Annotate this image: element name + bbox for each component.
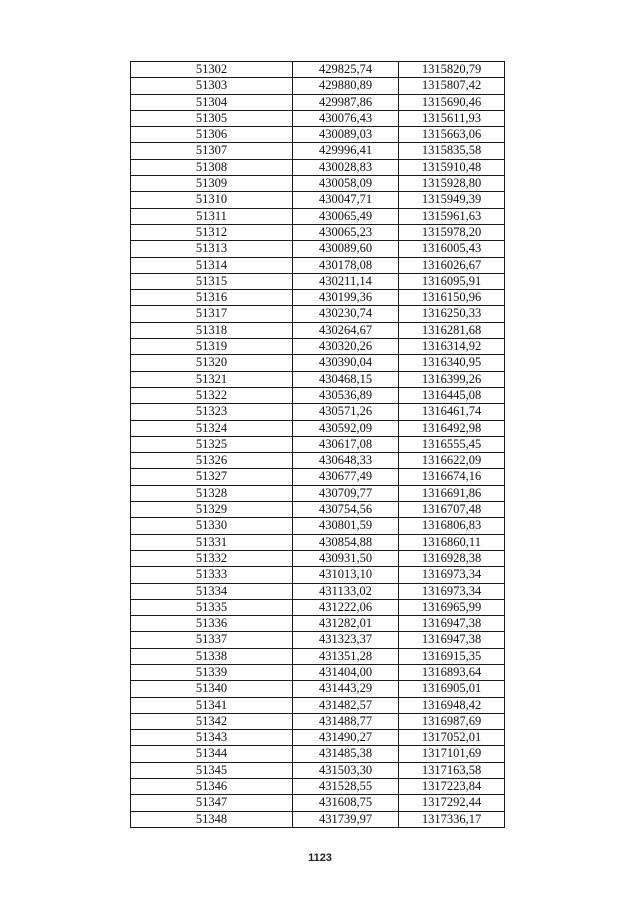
table-row [131,192,505,208]
table-row [131,632,505,648]
y-coordinate-cell: 1316806,83 [399,518,505,534]
x-coordinate-cell: 430178,08 [293,257,399,273]
table-row [131,241,505,257]
y-coordinate-cell: 1317336,17 [399,811,505,827]
x-coordinate-cell: 430065,23 [293,224,399,240]
page-number: 1123 [308,852,332,864]
x-coordinate-cell: 430931,50 [293,550,399,566]
point-number-cell: 51348 [131,811,293,827]
y-coordinate-cell: 1315663,06 [399,127,505,143]
x-coordinate-cell: 430264,67 [293,322,399,338]
table-row [131,648,505,664]
table-row [131,518,505,534]
y-coordinate-cell: 1315928,80 [399,176,505,192]
table-row [131,322,505,338]
table-row [131,371,505,387]
y-coordinate-cell: 1316281,68 [399,322,505,338]
y-coordinate-cell: 1316005,43 [399,241,505,257]
point-number-cell: 51308 [131,159,293,175]
y-coordinate-cell: 1315820,79 [399,62,505,78]
x-coordinate-cell: 430854,88 [293,534,399,550]
point-number-cell: 51340 [131,681,293,697]
table-row [131,502,505,518]
y-coordinate-cell: 1316399,26 [399,371,505,387]
table-row [131,404,505,420]
x-coordinate-cell: 430089,60 [293,241,399,257]
table-row [131,110,505,126]
point-number-cell: 51315 [131,273,293,289]
y-coordinate-cell: 1315690,46 [399,94,505,110]
table-row [131,599,505,615]
point-number-cell: 51345 [131,762,293,778]
y-coordinate-cell: 1316445,08 [399,387,505,403]
point-number-cell: 51323 [131,404,293,420]
y-coordinate-cell: 1316947,38 [399,632,505,648]
point-number-cell: 51331 [131,534,293,550]
point-number-cell: 51334 [131,583,293,599]
x-coordinate-cell: 430028,83 [293,159,399,175]
table-row [131,420,505,436]
table-row [131,176,505,192]
point-number-cell: 51302 [131,62,293,78]
point-number-cell: 51342 [131,713,293,729]
x-coordinate-cell: 431739,97 [293,811,399,827]
y-coordinate-cell: 1316915,35 [399,648,505,664]
x-coordinate-cell: 430617,08 [293,436,399,452]
table-row [131,616,505,632]
y-coordinate-cell: 1316492,98 [399,420,505,436]
table-row [131,62,505,78]
point-number-cell: 51312 [131,224,293,240]
y-coordinate-cell: 1316555,45 [399,436,505,452]
table-row [131,339,505,355]
y-coordinate-cell: 1315910,48 [399,159,505,175]
y-coordinate-cell: 1317292,44 [399,795,505,811]
point-number-cell: 51318 [131,322,293,338]
x-coordinate-cell: 430648,33 [293,453,399,469]
coordinates-table [130,61,505,828]
x-coordinate-cell: 431503,30 [293,762,399,778]
table-row [131,697,505,713]
point-number-cell: 51337 [131,632,293,648]
point-number-cell: 51333 [131,567,293,583]
point-number-cell: 51341 [131,697,293,713]
x-coordinate-cell: 430076,43 [293,110,399,126]
y-coordinate-cell: 1316026,67 [399,257,505,273]
y-coordinate-cell: 1316314,92 [399,339,505,355]
y-coordinate-cell: 1316150,96 [399,290,505,306]
table-row [131,485,505,501]
y-coordinate-cell: 1317052,01 [399,730,505,746]
table-row [131,94,505,110]
table-row [131,811,505,827]
table-row [131,78,505,94]
x-coordinate-cell: 430801,59 [293,518,399,534]
x-coordinate-cell: 431608,75 [293,795,399,811]
point-number-cell: 51326 [131,453,293,469]
table-row [131,306,505,322]
y-coordinate-cell: 1316965,99 [399,599,505,615]
x-coordinate-cell: 430058,09 [293,176,399,192]
table-row [131,453,505,469]
point-number-cell: 51330 [131,518,293,534]
point-number-cell: 51338 [131,648,293,664]
point-number-cell: 51332 [131,550,293,566]
point-number-cell: 51336 [131,616,293,632]
table-row [131,795,505,811]
y-coordinate-cell: 1315835,58 [399,143,505,159]
point-number-cell: 51304 [131,94,293,110]
table-row [131,550,505,566]
table-row [131,583,505,599]
table-row [131,469,505,485]
x-coordinate-cell: 431013,10 [293,567,399,583]
point-number-cell: 51339 [131,664,293,680]
x-coordinate-cell: 431133,02 [293,583,399,599]
y-coordinate-cell: 1316947,38 [399,616,505,632]
y-coordinate-cell: 1317223,84 [399,779,505,795]
y-coordinate-cell: 1315807,42 [399,78,505,94]
x-coordinate-cell: 430592,09 [293,420,399,436]
point-number-cell: 51311 [131,208,293,224]
y-coordinate-cell: 1316674,16 [399,469,505,485]
x-coordinate-cell: 430536,89 [293,387,399,403]
point-number-cell: 51307 [131,143,293,159]
point-number-cell: 51317 [131,306,293,322]
point-number-cell: 51346 [131,779,293,795]
y-coordinate-cell: 1316973,34 [399,583,505,599]
table-row [131,143,505,159]
y-coordinate-cell: 1316250,33 [399,306,505,322]
y-coordinate-cell: 1316622,09 [399,453,505,469]
y-coordinate-cell: 1315978,20 [399,224,505,240]
coordinates-table-body [131,62,505,828]
y-coordinate-cell: 1316928,38 [399,550,505,566]
y-coordinate-cell: 1316340,95 [399,355,505,371]
point-number-cell: 51305 [131,110,293,126]
x-coordinate-cell: 431485,38 [293,746,399,762]
y-coordinate-cell: 1316948,42 [399,697,505,713]
point-number-cell: 51313 [131,241,293,257]
point-number-cell: 51310 [131,192,293,208]
table-row [131,355,505,371]
table-row [131,273,505,289]
point-number-cell: 51335 [131,599,293,615]
table-row [131,664,505,680]
x-coordinate-cell: 431443,29 [293,681,399,697]
table-row [131,224,505,240]
x-coordinate-cell: 430047,71 [293,192,399,208]
x-coordinate-cell: 431351,28 [293,648,399,664]
point-number-cell: 51319 [131,339,293,355]
x-coordinate-cell: 429880,89 [293,78,399,94]
table-row [131,681,505,697]
y-coordinate-cell: 1316691,86 [399,485,505,501]
point-number-cell: 51328 [131,485,293,501]
x-coordinate-cell: 430677,49 [293,469,399,485]
x-coordinate-cell: 430230,74 [293,306,399,322]
y-coordinate-cell: 1317101,69 [399,746,505,762]
x-coordinate-cell: 429825,74 [293,62,399,78]
y-coordinate-cell: 1317163,58 [399,762,505,778]
x-coordinate-cell: 431323,37 [293,632,399,648]
y-coordinate-cell: 1316905,01 [399,681,505,697]
table-row [131,159,505,175]
y-coordinate-cell: 1315949,39 [399,192,505,208]
x-coordinate-cell: 431488,77 [293,713,399,729]
point-number-cell: 51327 [131,469,293,485]
x-coordinate-cell: 431482,57 [293,697,399,713]
point-number-cell: 51325 [131,436,293,452]
table-row [131,127,505,143]
point-number-cell: 51322 [131,387,293,403]
x-coordinate-cell: 431222,06 [293,599,399,615]
y-coordinate-cell: 1316860,11 [399,534,505,550]
point-number-cell: 51320 [131,355,293,371]
point-number-cell: 51306 [131,127,293,143]
y-coordinate-cell: 1316973,34 [399,567,505,583]
table-row [131,567,505,583]
table-row [131,779,505,795]
point-number-cell: 51314 [131,257,293,273]
point-number-cell: 51324 [131,420,293,436]
y-coordinate-cell: 1316095,91 [399,273,505,289]
table-row [131,534,505,550]
x-coordinate-cell: 429996,41 [293,143,399,159]
table-row [131,746,505,762]
point-number-cell: 51316 [131,290,293,306]
table-row [131,290,505,306]
x-coordinate-cell: 430390,04 [293,355,399,371]
x-coordinate-cell: 430571,26 [293,404,399,420]
x-coordinate-cell: 429987,86 [293,94,399,110]
y-coordinate-cell: 1315611,93 [399,110,505,126]
point-number-cell: 51344 [131,746,293,762]
point-number-cell: 51343 [131,730,293,746]
point-number-cell: 51329 [131,502,293,518]
table-row [131,208,505,224]
table-row [131,436,505,452]
table-row [131,730,505,746]
x-coordinate-cell: 430065,49 [293,208,399,224]
table-row [131,387,505,403]
x-coordinate-cell: 431282,01 [293,616,399,632]
x-coordinate-cell: 430754,56 [293,502,399,518]
x-coordinate-cell: 431404,00 [293,664,399,680]
x-coordinate-cell: 430211,14 [293,273,399,289]
x-coordinate-cell: 430320,26 [293,339,399,355]
point-number-cell: 51321 [131,371,293,387]
point-number-cell: 51347 [131,795,293,811]
y-coordinate-cell: 1315961,63 [399,208,505,224]
y-coordinate-cell: 1316893,64 [399,664,505,680]
table-row [131,762,505,778]
x-coordinate-cell: 430709,77 [293,485,399,501]
y-coordinate-cell: 1316707,48 [399,502,505,518]
x-coordinate-cell: 431490,27 [293,730,399,746]
y-coordinate-cell: 1316987,69 [399,713,505,729]
y-coordinate-cell: 1316461,74 [399,404,505,420]
table-row [131,257,505,273]
point-number-cell: 51303 [131,78,293,94]
x-coordinate-cell: 430468,15 [293,371,399,387]
x-coordinate-cell: 431528,55 [293,779,399,795]
x-coordinate-cell: 430199,36 [293,290,399,306]
point-number-cell: 51309 [131,176,293,192]
x-coordinate-cell: 430089,03 [293,127,399,143]
table-row [131,713,505,729]
